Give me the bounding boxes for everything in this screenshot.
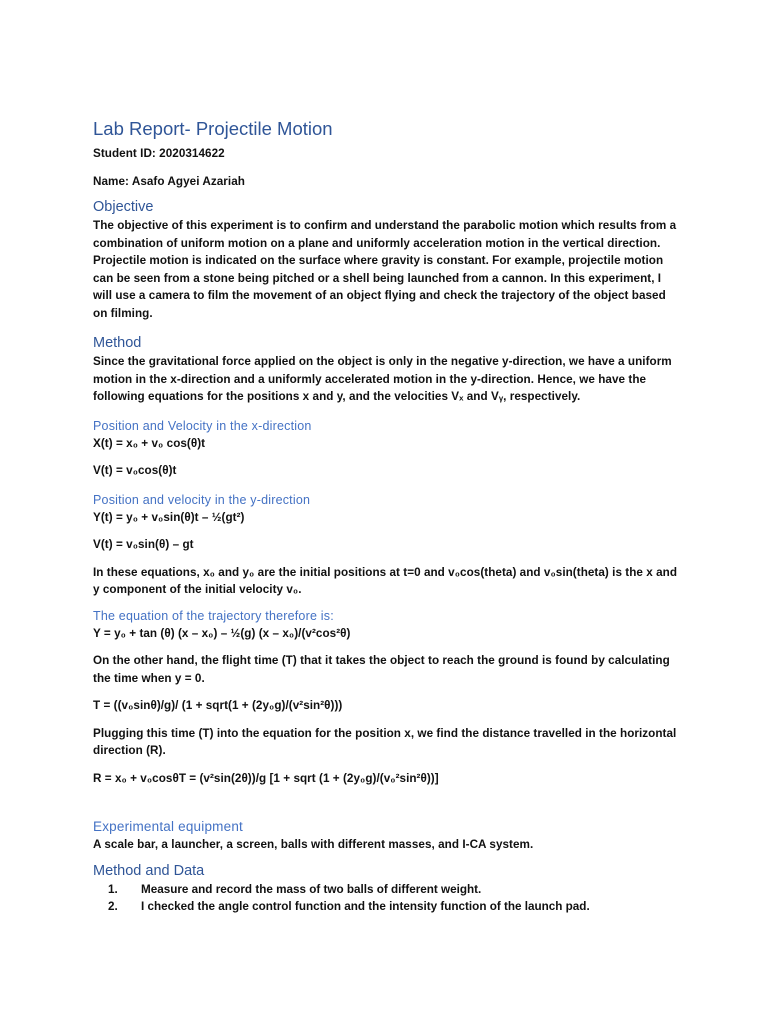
trajectory-heading: The equation of the trajectory therefore is: xyxy=(93,608,334,623)
student-name: Name: Asafo Agyei Azariah xyxy=(93,174,245,188)
list-item-text: Measure and record the mass of two balls of different weight. xyxy=(141,882,482,896)
flight-time-text: On the other hand, the flight time (T) that it takes the object to reach the ground is found by calculating the time when y = 0. xyxy=(93,654,670,685)
equipment-heading: Experimental equipment xyxy=(93,819,243,834)
x-position-equation: X(t) = x₀ + v₀ cos(θ)t xyxy=(93,436,206,450)
list-item xyxy=(93,898,683,916)
list-item-number: 2. xyxy=(108,900,118,913)
range-equation: R = x₀ + v₀cosθT = (v²sin(2θ))/g [1 + sqrt (1 + (2y₀g)/(v₀²sin²θ))] xyxy=(93,771,439,785)
equipment-text: A scale bar, a launcher, a screen, balls with different masses, and I-CA system. xyxy=(93,838,534,851)
x-direction-heading: Position and Velocity in the x-direction xyxy=(93,418,312,433)
list-item-number: 1. xyxy=(108,882,118,896)
objective-heading: Objective xyxy=(93,199,154,215)
list-item xyxy=(93,881,683,899)
plugging-text: Plugging this time (T) into the equation for the position x, we find the distance travelled in the horizontal direction (R). xyxy=(93,726,677,757)
y-direction-heading: Position and velocity in the y-direction xyxy=(93,492,311,507)
method-data-list xyxy=(93,881,683,916)
x-velocity-equation: V(t) = v₀cos(θ)t xyxy=(93,464,177,477)
method-heading: Method xyxy=(93,335,142,351)
y-position-equation: Y(t) = y₀ + v₀sin(θ)t – ½(gt²) xyxy=(93,510,245,524)
student-id: Student ID: 2020314622 xyxy=(93,147,225,160)
page-title: Lab Report- Projectile Motion xyxy=(93,118,333,139)
document-body xyxy=(93,118,683,916)
y-velocity-equation: V(t) = v₀sin(θ) – gt xyxy=(93,538,194,551)
objective-text: The objective of this experiment is to confirm and understand the parabolic motion which results from a combination of uniform motion on a plane and uniformly acceleration motion in the vertical direction. Projectile motion is indicated on the surface where gravity is constant. For example, projectile motion can be seen from a stone being pitched or a shell being launched from a cannon. In this experiment, I will use a camera to film the movement of an object flying and check the trajectory of the object based on filming. xyxy=(93,219,677,320)
initial-conditions-text: In these equations, x₀ and y₀ are the initial positions at t=0 and v₀cos(theta) and v₀sin(theta) is the x and y component of the initial velocity v₀. xyxy=(93,565,678,596)
method-data-heading: Method and Data xyxy=(93,862,205,879)
trajectory-equation: Y = y₀ + tan (θ) (x – x₀) – ½(g) (x – x₀)/(v²cos²θ) xyxy=(93,626,351,640)
method-text: Since the gravitational force applied on the object is only in the negative y-direction, we have a uniform motion in the x-direction and a uniformly accelerated motion in the y-direction. Hence, we have the following equations for the positions x and y, and the velocities Vₓ and Vᵧ, respectively. xyxy=(93,355,672,403)
flight-time-equation: T = ((v₀sinθ)/g)/ (1 + sqrt(1 + (2y₀g)/(v²sin²θ))) xyxy=(93,699,343,712)
list-item-text: I checked the angle control function and the intensity function of the launch pad. xyxy=(141,900,590,913)
